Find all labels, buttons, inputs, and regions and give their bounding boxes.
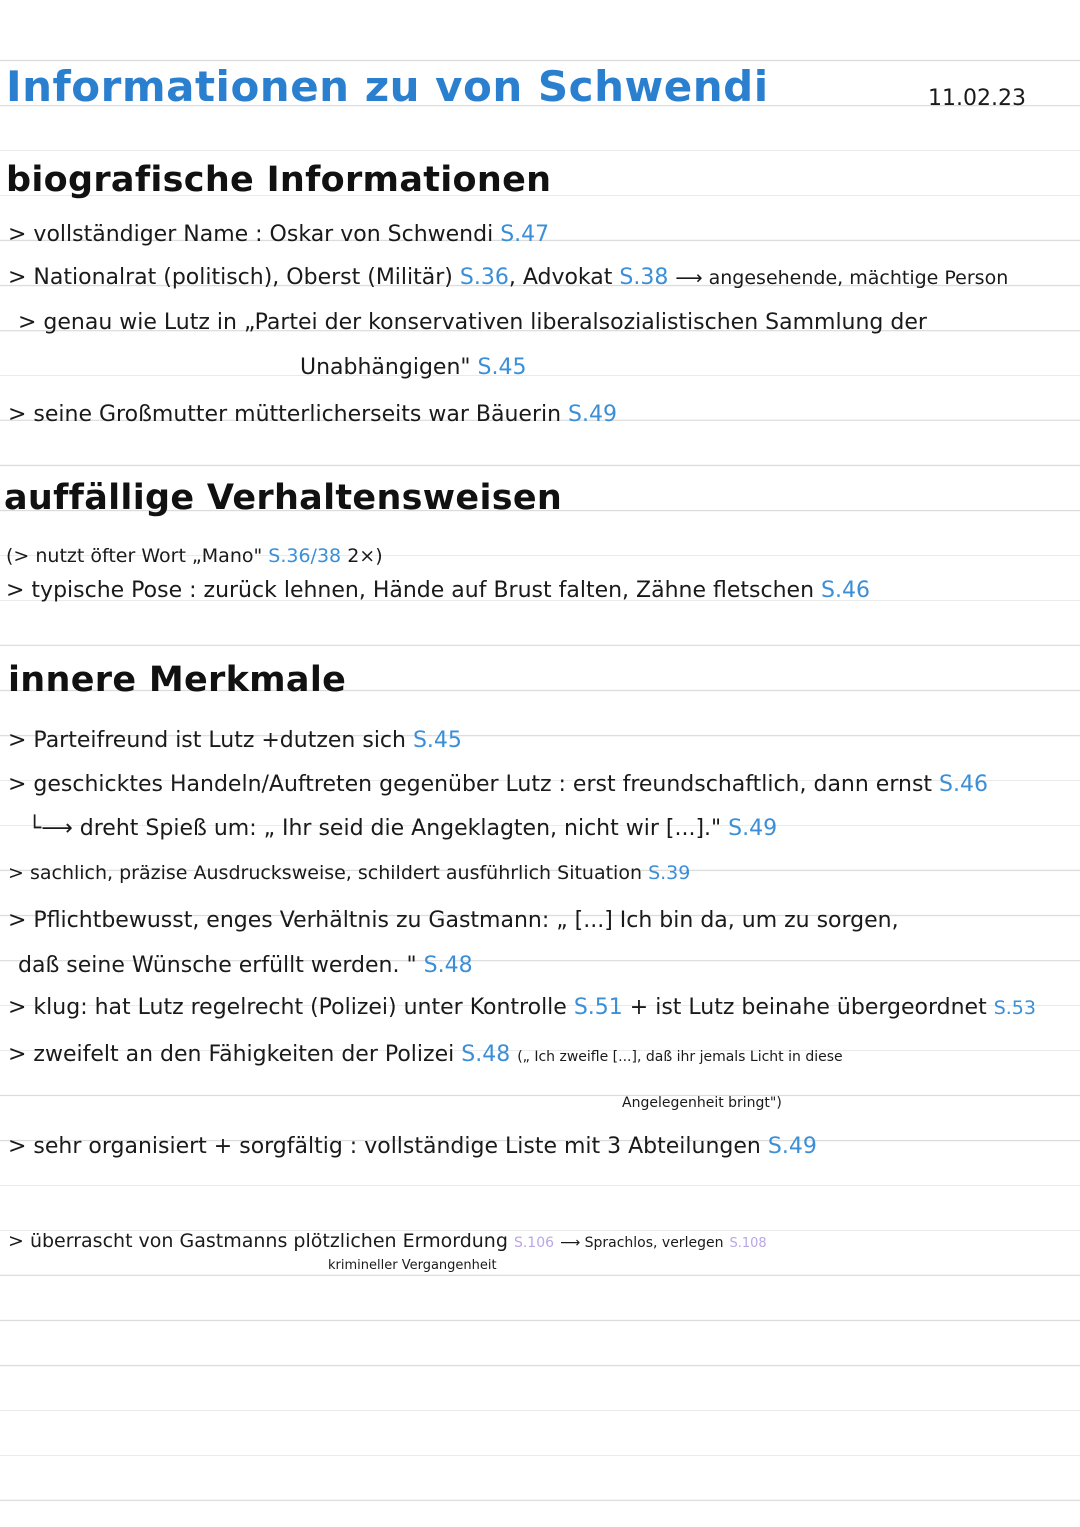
inner-line-handling [8,772,988,797]
bio-line-grandmother [8,402,617,427]
inner-line-duty-cont-text: daß seine Wünsche erfüllt werden. " [18,953,417,978]
page-ref: S.36/38 [268,545,342,567]
inner-line-doubt-quote: („ Ich zweifle [...], daß ihr jemals Licht in diese [517,1049,843,1065]
bio-line-party: > genau wie Lutz in „Partei der konservativen liberalsozialistischen Sammlung der [18,310,927,335]
inner-line-doubt-cont: Angelegenheit bringt") [622,1095,782,1111]
page-ref: S.46 [939,772,988,797]
page-ref: S.45 [412,728,462,753]
inner-line-clever-text: > klug: hat Lutz regelrecht (Polizei) unter Kontrolle [8,995,567,1020]
inner-line-clever [8,995,1036,1020]
page-ref: S.47 [500,222,550,247]
inner-line-handling-sub-text: └⟶ dreht Spieß um: „ Ihr seid die Angeklagten, nicht wir [...]." [28,816,722,841]
heading-bio: biografische Informationen [6,160,552,200]
behavior-line-mano-tail: 2×) [347,545,383,567]
bio-line-name-text: > vollständiger Name : Oskar von Schwendi [8,222,494,247]
inner-line-clever-mid: + ist Lutz beinahe übergeordnet [629,995,987,1020]
inner-line-surprised [8,1230,767,1252]
page-ref: S.48 [423,953,473,978]
inner-line-surprised-sub: krimineller Vergangenheit [328,1258,497,1273]
page-ref: S.49 [568,402,617,427]
bio-line-roles-mid: , Advokat [508,265,613,290]
inner-line-surprised-text: > überrascht von Gastmanns plötzlichen Ermordung [8,1230,508,1252]
bio-line-grandmother-text: > seine Großmutter mütterlicherseits war Bäuerin [8,402,562,427]
inner-line-expression [8,862,690,884]
bio-line-party-cont-text: Unabhängigen" [300,355,471,380]
behavior-line-pose-text: > typische Pose : zurück lehnen, Hände auf Brust falten, Zähne fletschen [6,578,815,603]
inner-line-doubt [8,1042,843,1067]
page-ref: S.108 [729,1236,767,1251]
bio-line-roles-tail: ⟶ angesehende, mächtige Person [675,267,1009,289]
heading-inner: innere Merkmale [8,660,347,700]
bio-line-roles-text: > Nationalrat (politisch), Oberst (Militär) [8,265,453,290]
behavior-line-mano [6,545,383,567]
page-ref: S.106 [513,1235,555,1251]
inner-line-organized-text: > sehr organisiert + sorgfältig : vollständige Liste mit 3 Abteilungen [8,1134,761,1159]
inner-line-partyfriend-text: > Parteifreund ist Lutz +dutzen sich [8,728,406,753]
bio-line-roles [8,265,1008,290]
inner-line-duty-cont [18,953,473,978]
page-ref: S.49 [728,816,778,841]
page-ref: S.53 [993,997,1036,1019]
page-ref: S.49 [767,1134,817,1159]
inner-line-expression-text: > sachlich, präzise Ausdrucksweise, schildert ausführlich Situation [8,862,643,884]
page-ref: S.45 [477,355,527,380]
inner-line-surprised-tail: ⟶ Sprachlos, verlegen [560,1235,724,1251]
inner-line-organized [8,1134,817,1159]
page-ref: S.51 [573,995,623,1020]
date: 11.02.23 [928,86,1026,111]
heading-behavior: auffällige Verhaltensweisen [4,478,563,518]
page-title: Informationen zu von Schwendi [6,62,769,111]
page-ref: S.46 [821,578,870,603]
inner-line-duty: > Pflichtbewusst, enges Verhältnis zu Gastmann: „ [...] Ich bin da, um zu sorgen, [8,908,899,933]
bio-line-party-cont [300,355,526,380]
page-ref: S.48 [461,1042,511,1067]
behavior-line-pose [6,578,870,603]
inner-line-handling-text: > geschicktes Handeln/Auftreten gegenüber Lutz : erst freundschaftlich, dann ernst [8,772,933,797]
behavior-line-mano-text: (> nutzt öfter Wort „Mano" [6,545,263,567]
inner-line-doubt-text: > zweifelt an den Fähigkeiten der Polizei [8,1042,455,1067]
inner-line-handling-sub [28,816,777,841]
page-ref: S.38 [619,265,669,290]
inner-line-partyfriend [8,728,462,753]
page-ref: S.39 [648,862,691,884]
page-ref: S.36 [459,265,509,290]
bio-line-name [8,222,549,247]
